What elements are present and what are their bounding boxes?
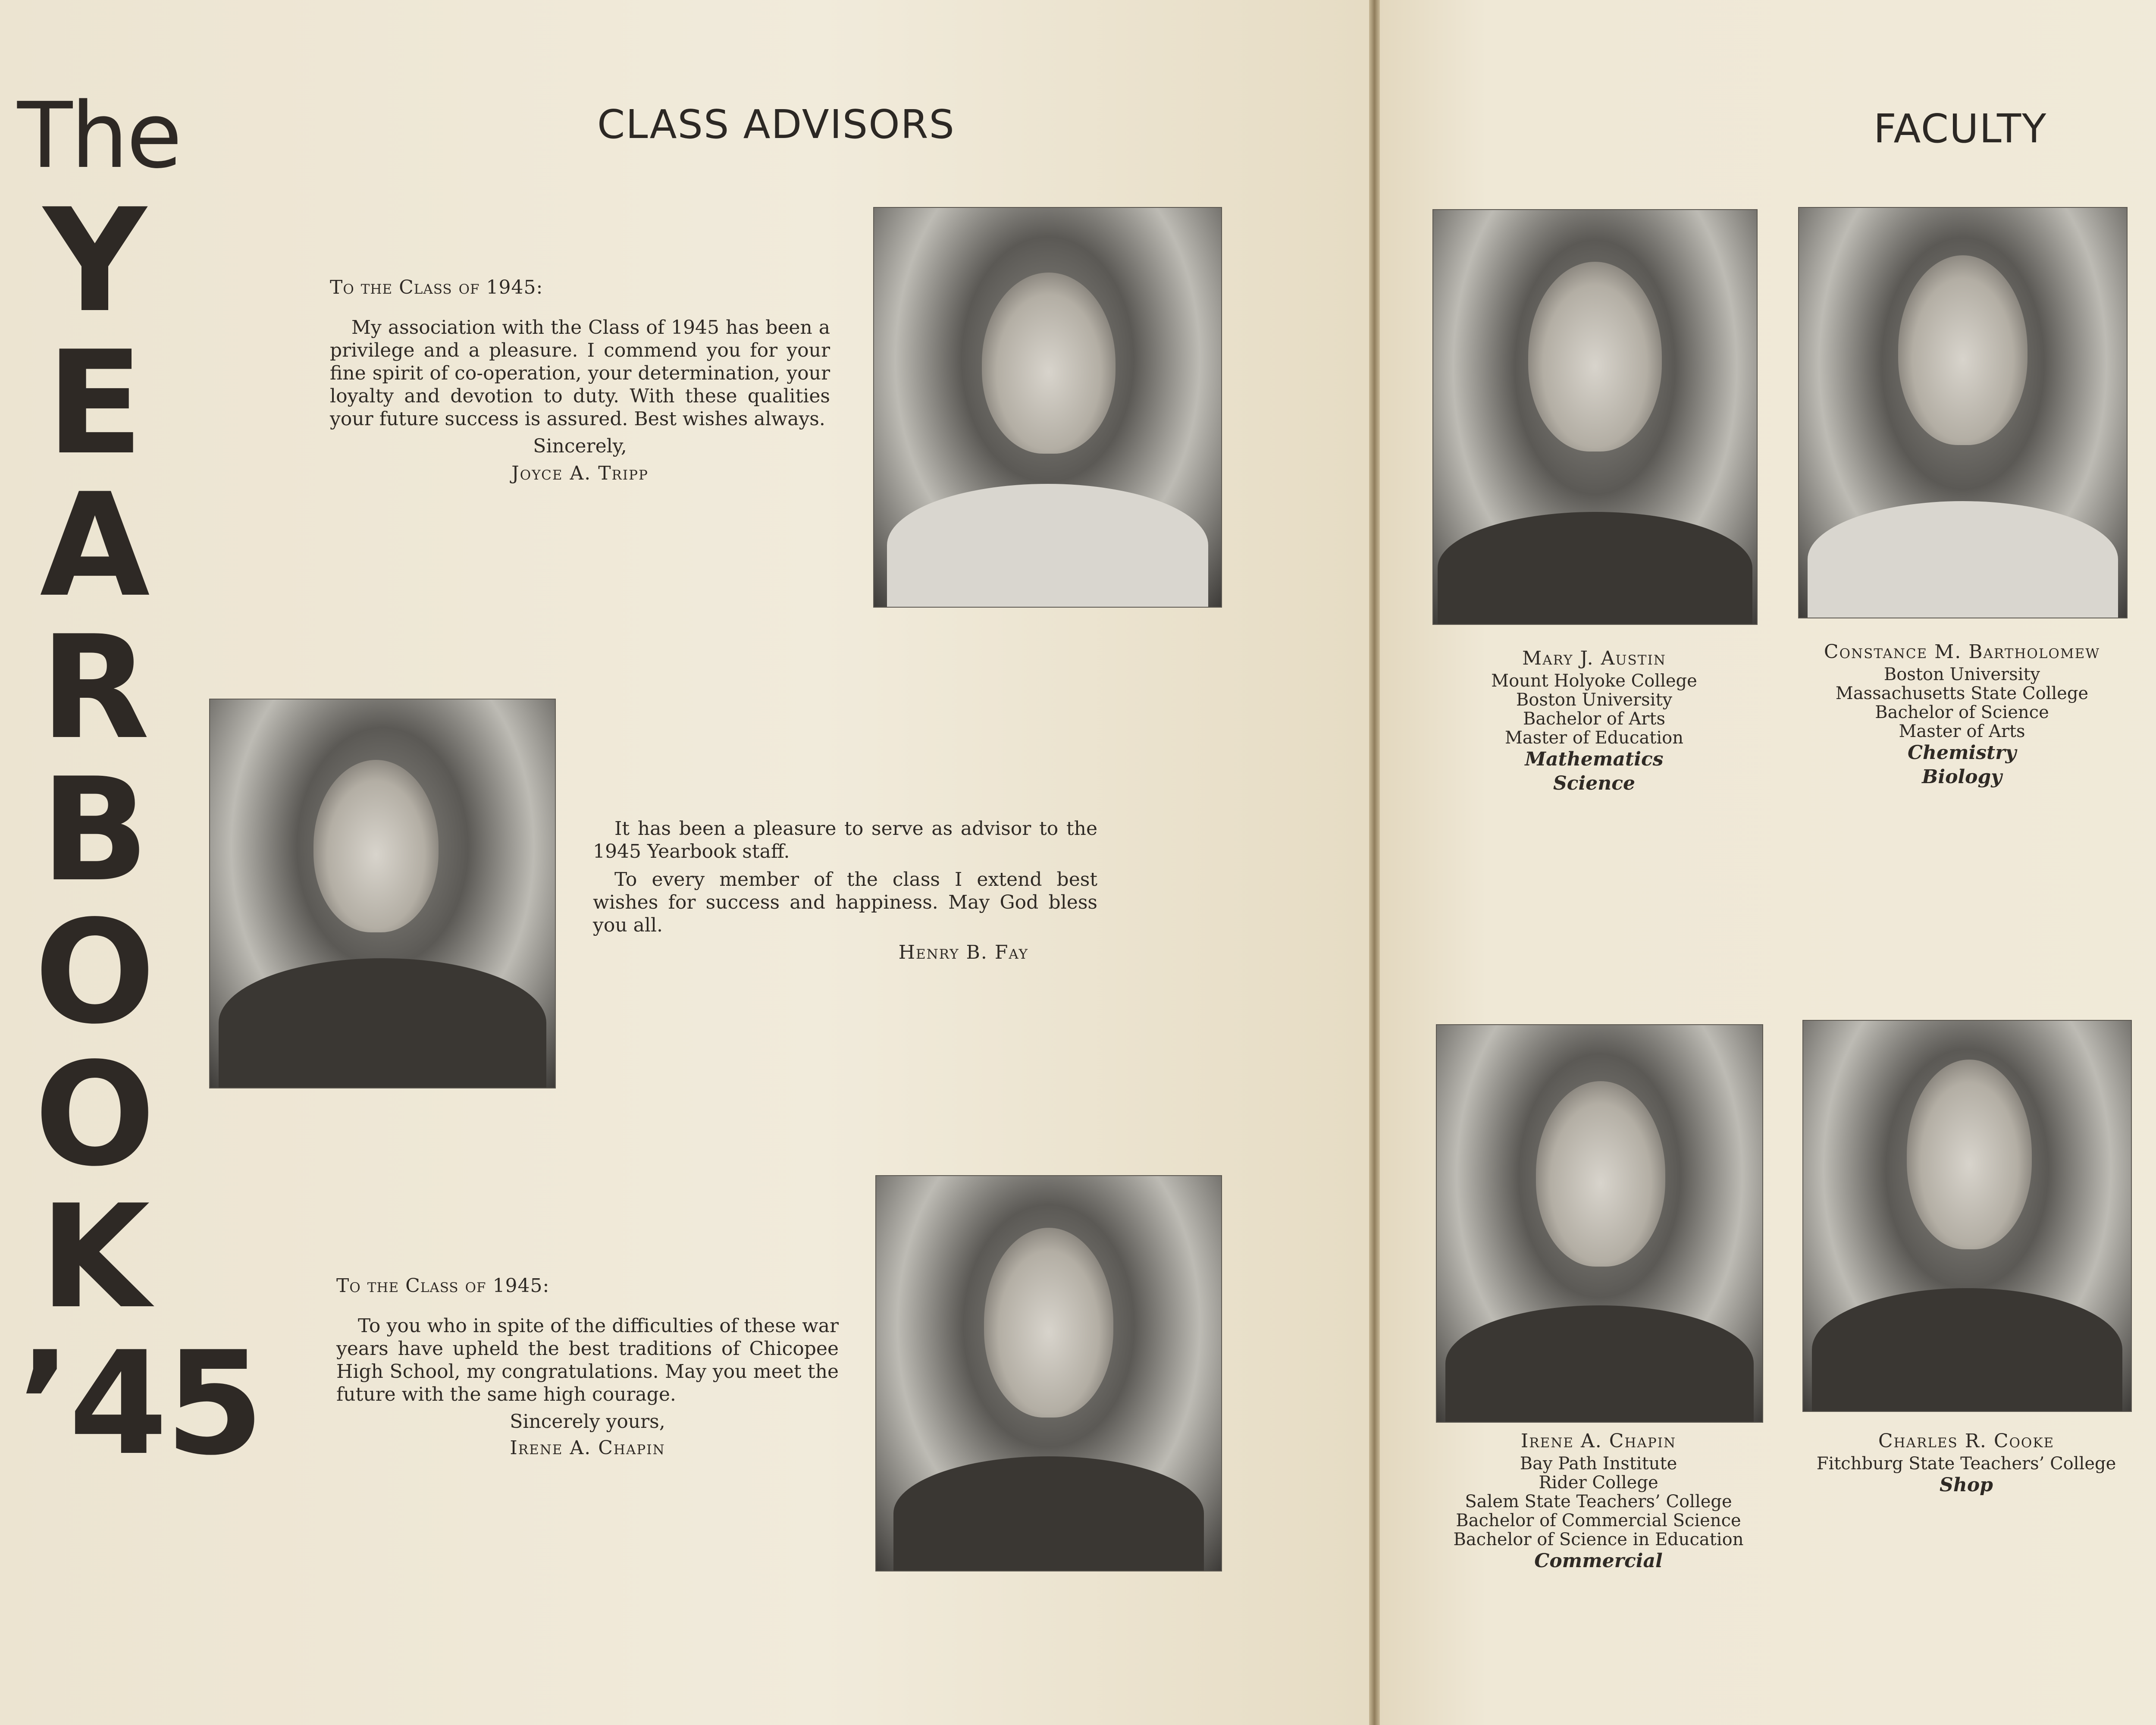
faculty-line bbox=[2113, 1481, 2156, 1500]
letter-signature: Joyce A. Tripp bbox=[511, 462, 649, 484]
faculty-caption-coombs bbox=[2113, 1421, 2156, 1524]
letter-salutation: To the Class of 1945: bbox=[336, 1275, 550, 1297]
faculty-line: Rider College bbox=[1539, 1473, 1658, 1493]
faculty-line: Salem State Teachers’ College bbox=[1465, 1492, 1732, 1512]
faculty-line bbox=[2113, 1462, 2156, 1481]
letter-paragraph: It has been a pleasure to serve as advisor to the 1945 Yearbook staff. bbox=[593, 818, 1097, 862]
letter-salutation: To the Class of 1945: bbox=[330, 276, 543, 298]
faculty-heading: FACULTY bbox=[1874, 106, 2047, 152]
side-title-letter: Y bbox=[43, 178, 147, 344]
class-advisors-heading: CLASS ADVISORS bbox=[597, 101, 955, 147]
right-page bbox=[1380, 0, 2156, 1725]
side-title-letter: E bbox=[46, 320, 144, 486]
advisor-letter-chapin bbox=[336, 1274, 839, 1459]
letter-paragraph: My association with the Class of 1945 has been a privilege and a pleasure. I commend you for your fine spirit of co-operation, your determination, your loyalty and devotion to duty. With these qualities your future success is assured. Best wishes always. bbox=[330, 317, 830, 430]
letter-closing: Sincerely, bbox=[533, 435, 627, 457]
faculty-subject: Biology bbox=[1922, 766, 2002, 788]
faculty-subject: Mathematics bbox=[1525, 748, 1664, 770]
faculty-line: Mount Holyoke College bbox=[1491, 671, 1697, 691]
portrait-irene-chapin-faculty bbox=[1436, 1024, 1763, 1423]
letter-closing: Sincerely yours, bbox=[510, 1411, 665, 1433]
letter-signature: Irene A. Chapin bbox=[510, 1437, 665, 1459]
faculty-subject: Science bbox=[1553, 772, 1636, 794]
faculty-subject bbox=[2113, 1500, 2156, 1524]
faculty-name: Charles R. Cooke bbox=[1878, 1430, 2055, 1452]
faculty-name: Constance M. Bartholomew bbox=[1824, 641, 2100, 663]
faculty-caption-cooke bbox=[1751, 1432, 2156, 1497]
faculty-line: Bachelor of Science bbox=[1875, 703, 2049, 722]
portrait-henry-fay bbox=[209, 699, 556, 1088]
faculty-line: Bachelor of Arts bbox=[1523, 709, 1665, 729]
portrait-mary-austin bbox=[1432, 209, 1758, 625]
side-title-the: The bbox=[17, 83, 181, 188]
faculty-name bbox=[2112, 638, 2156, 657]
book-gutter bbox=[1369, 0, 1380, 1725]
letter-paragraph: To every member of the class I extend best wishes for success and happiness. May God bless you all. bbox=[593, 869, 1097, 936]
faculty-subject: Chemistry bbox=[1907, 742, 2017, 764]
faculty-subject: Commercial bbox=[1534, 1550, 1663, 1572]
letter-paragraph: To you who in spite of the difficulties of these war years have upheld the best traditions of Chicopee High School, my congratulations. May you meet the future with the same high courage. bbox=[336, 1315, 839, 1405]
faculty-caption-brennan bbox=[2112, 638, 2156, 761]
faculty-line: Bay Path Institute bbox=[1520, 1454, 1677, 1474]
faculty-line: Boston University bbox=[1883, 665, 2040, 684]
faculty-line: Bachelor of Science in Education bbox=[1453, 1530, 1744, 1549]
faculty-line bbox=[2112, 661, 2156, 680]
faculty-line: Bachelor of Commercial Science bbox=[1456, 1511, 1741, 1531]
side-title-letter: O bbox=[34, 1032, 156, 1198]
faculty-subject: Shop bbox=[1940, 1474, 1993, 1496]
faculty-line: Boston University bbox=[1516, 690, 1673, 710]
faculty-caption-chapin bbox=[1383, 1432, 1814, 1573]
faculty-line: Massachusetts State College bbox=[1835, 684, 2089, 703]
faculty-caption-bartholomew bbox=[1746, 643, 2156, 789]
faculty-name: Mary J. Austin bbox=[1522, 647, 1666, 669]
side-title-letter: K bbox=[40, 1174, 150, 1340]
faculty-subject bbox=[2112, 737, 2156, 761]
faculty-line bbox=[2112, 699, 2156, 718]
side-title-year: ’45 bbox=[17, 1321, 262, 1487]
side-title-letter: O bbox=[34, 890, 156, 1055]
portrait-irene-chapin bbox=[875, 1175, 1222, 1571]
faculty-name bbox=[2113, 1421, 2156, 1440]
faculty-name: Irene A. Chapin bbox=[1520, 1430, 1677, 1452]
faculty-line bbox=[2113, 1443, 2156, 1462]
portrait-charles-cooke bbox=[1802, 1020, 2132, 1412]
side-title-letter: A bbox=[40, 463, 150, 628]
faculty-line bbox=[2112, 680, 2156, 699]
side-title-letter: B bbox=[41, 747, 149, 913]
faculty-line: Fitchburg State Teachers’ College bbox=[1816, 1454, 2116, 1474]
side-title-word bbox=[17, 178, 172, 1340]
faculty-line: Master of Arts bbox=[1899, 721, 2025, 741]
side-title-letter: R bbox=[40, 605, 150, 771]
faculty-line bbox=[2112, 718, 2156, 737]
portrait-constance-bartholomew bbox=[1798, 207, 2128, 618]
portrait-joyce-tripp bbox=[873, 207, 1222, 608]
letter-signature: Henry B. Fay bbox=[898, 941, 1028, 963]
faculty-caption-austin bbox=[1379, 649, 1810, 796]
advisor-letter-tripp bbox=[330, 276, 830, 485]
left-side-title bbox=[17, 83, 262, 1487]
advisor-letter-fay bbox=[593, 817, 1097, 964]
faculty-line: Master of Education bbox=[1504, 728, 1684, 748]
